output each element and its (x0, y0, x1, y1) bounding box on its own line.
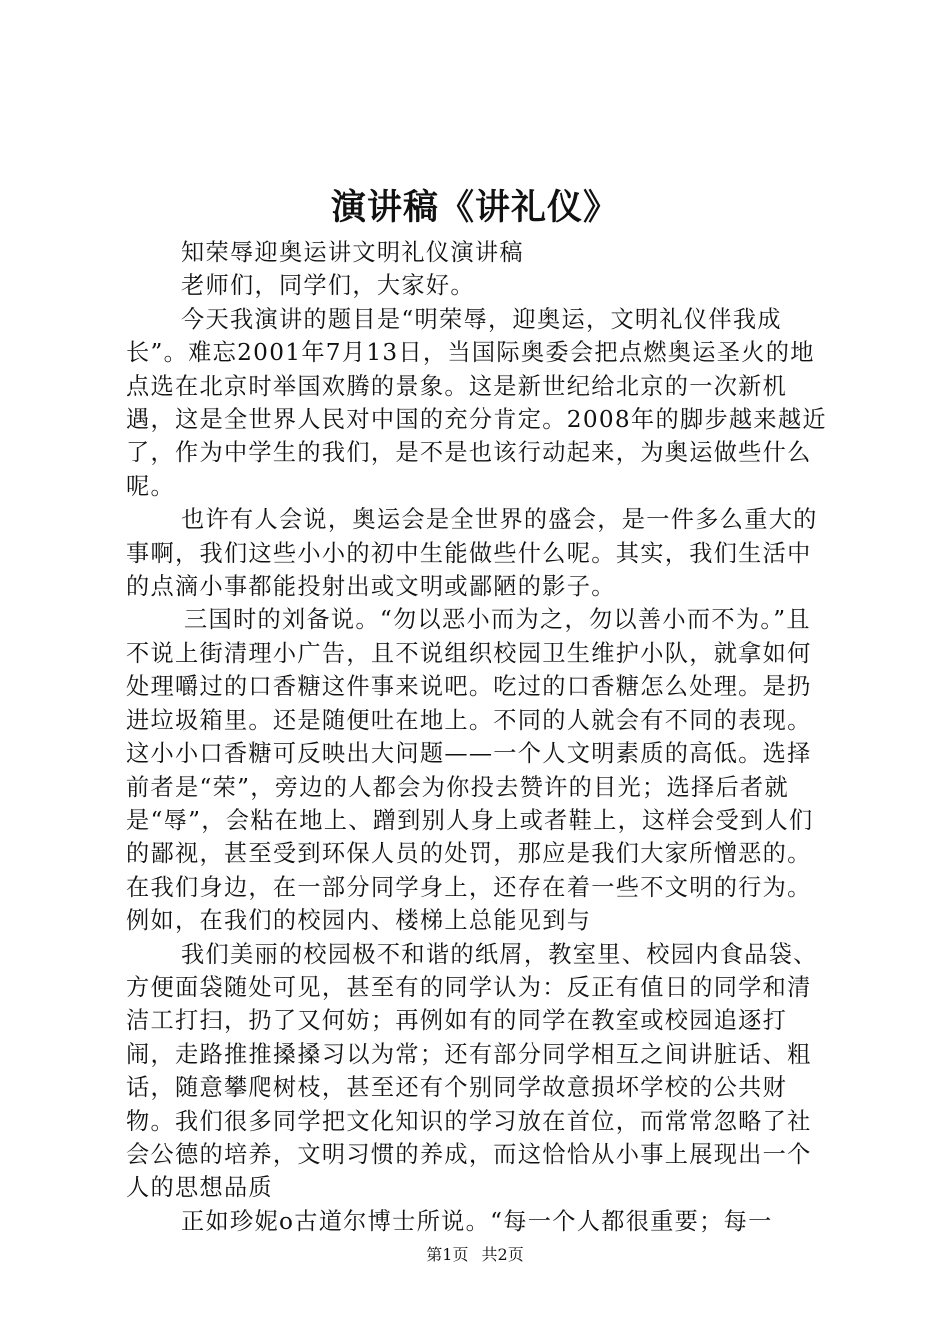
paragraph-subtitle: 知荣辱迎奥运讲文明礼仪演讲稿 (181, 239, 524, 266)
page-footer (0, 1244, 950, 1266)
page-number: 第1页 (426, 1245, 469, 1264)
paragraph-1: 今天我演讲的题目是“明荣辱，迎奥运，文明礼仪伴我成长”。难忘2001年7月13日，当国际奥委会把点燃奥运圣火的地点选在北京时举国欢腾的景象。这是新世纪给北京的一次新机遇，这是全世界人民对中国的充分肯定。2008年的脚步越来越近了，作为中学生的我们，是不是也该行动起来，为奥运做些什么呢。 (126, 305, 827, 500)
paragraph-greeting: 老师们，同学们，大家好。 (181, 272, 475, 300)
document-title: 演讲稿《讲礼仪》 (330, 188, 619, 228)
document-body (126, 236, 832, 1238)
paragraph-3: 三国时的刘备说。“勿以恶小而为之，勿以善小而不为。”且不说上街清理小广告，且不说组织校园卫生维护小队，就拿如何处理嚼过的口香糖这件事来说吧。吃过的口香糖怎么处理。是扔进垃圾箱里。还是随便吐在地上。不同的人就会有不同的表现。这小小口香糖可反映出大问题——一个人文明素质的高低。选择前者是“荣”，旁边的人都会为你投去赞许的目光；选择后者就是“辱”，会粘在地上、蹭到别人身上或者鞋上，这样会受到人们的鄙视，甚至受到环保人员的处罚，那应是我们大家所憎恶的。在我们身边，在一部分同学身上，还存在着一些不文明的行为。例如，在我们的校园内、楼梯上总能见到与 (126, 606, 814, 935)
page-total: 共2页 (481, 1245, 524, 1264)
paragraph-5: 正如珍妮o古道尔博士所说。“每一个人都很重要；每一 (181, 1207, 773, 1235)
paragraph-4: 我们美丽的校园极不和谐的纸屑，教室里、校园内食品袋、方便面袋随处可见，甚至有的同学认为：反正有值日的同学和清洁工打扫，扔了又何妨；再例如有的同学在教室或校园追逐打闹，走路推推搡搡习以为常；还有部分同学相互之间讲脏话、粗话，随意攀爬树枝，甚至还有个别同学故意损坏学校的公共财物。我们很多同学把文化知识的学习放在首位，而常常忽略了社会公德的培养，文明习惯的养成，而这恰恰从小事上展现出一个人的思想品质 (126, 940, 818, 1202)
paragraph-2: 也许有人会说，奥运会是全世界的盛会，是一件多么重大的事啊，我们这些小小的初中生能做些什么呢。其实，我们生活中的点滴小事都能投射出或文明或鄙陋的影子。 (126, 506, 818, 601)
